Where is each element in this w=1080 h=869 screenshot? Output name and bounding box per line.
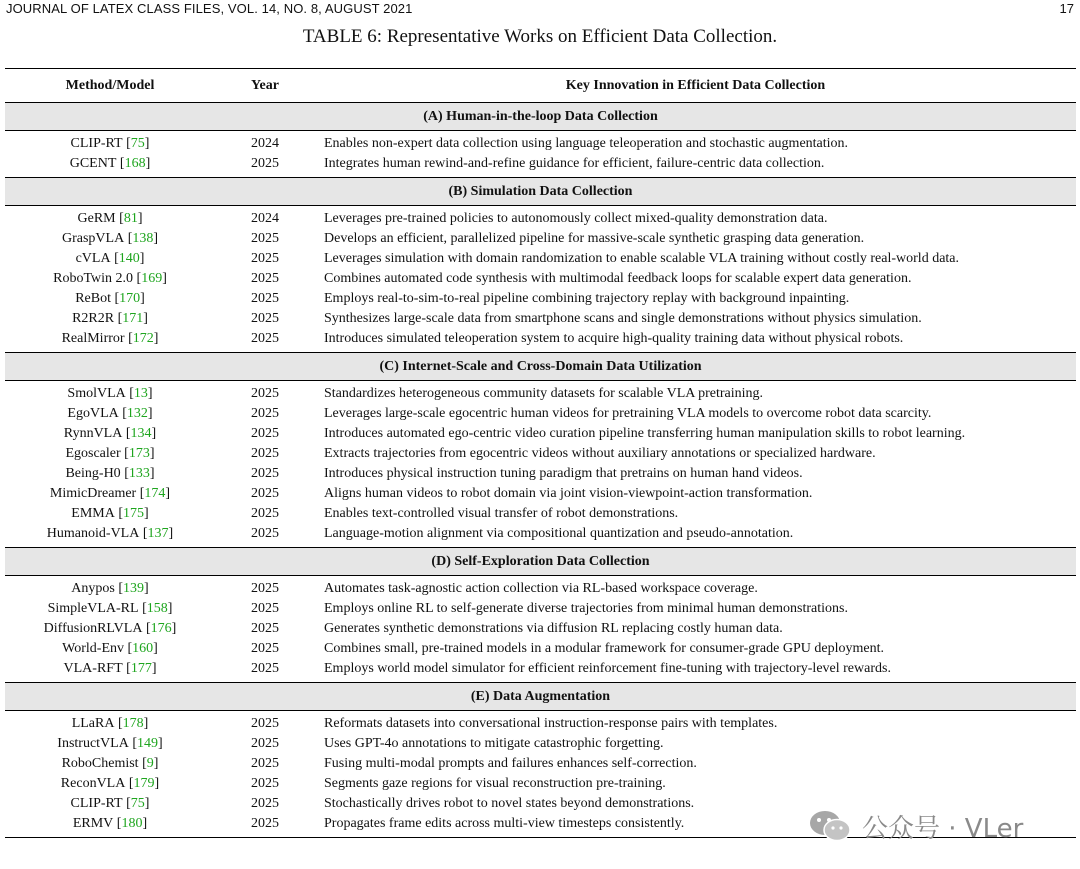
citation-link[interactable]: 158 [146, 601, 168, 616]
citation-link[interactable]: 149 [137, 736, 159, 751]
innovation-cell: Propagates frame edits across multi-view timesteps consistently. [324, 816, 685, 831]
method-name: ReBot [75, 291, 111, 306]
citation-link[interactable]: 177 [130, 661, 152, 676]
section-header-row [5, 178, 1076, 206]
method-name: ReconVLA [60, 776, 126, 791]
method-cell: cVLA [140] [75, 251, 145, 266]
innovation-cell: Generates synthetic demonstrations via diffusion RL replacing costly human data. [324, 621, 783, 636]
citation-link[interactable]: 138 [132, 231, 154, 246]
innovation-cell: Automates task-agnostic action collection via RL-based workspace coverage. [324, 581, 758, 596]
method-cell: EgoVLA [132] [67, 406, 153, 421]
method-cell: ReBot [170] [75, 291, 145, 306]
table-row [5, 289, 1076, 309]
method-cell: EMMA [175] [71, 506, 149, 521]
method-cell: MimicDreamer [174] [49, 486, 171, 501]
method-cell: RynnVLA [134] [63, 426, 157, 441]
section-header-row [5, 548, 1076, 576]
innovation-cell: Standardizes heterogeneous community datasets for scalable VLA pretraining. [324, 386, 764, 401]
section-header-row [5, 353, 1076, 381]
innovation-cell: Introduces simulated teleoperation system to acquire high-quality training data without physical robots. [324, 331, 904, 346]
method-name: CLIP-RT [70, 796, 123, 811]
method-cell: DiffusionRLVLA [176] [43, 621, 177, 636]
table-body [5, 103, 1076, 838]
table-row [5, 619, 1076, 639]
citation-link[interactable]: 176 [150, 621, 172, 636]
method-name: DiffusionRLVLA [43, 621, 143, 636]
citation-link[interactable]: 169 [141, 271, 163, 286]
innovation-cell: Synthesizes large-scale data from smartphone scans and single demonstrations without physics simulation. [324, 311, 922, 326]
year-cell: 2024 [251, 211, 279, 226]
innovation-cell: Uses GPT-4o annotations to mitigate catastrophic forgetting. [324, 736, 664, 751]
method-cell: Anypos [139] [71, 581, 149, 596]
year-cell: 2025 [251, 621, 279, 636]
citation-link[interactable]: 168 [124, 156, 146, 171]
year-cell: 2025 [251, 406, 279, 421]
method-cell: InstructVLA [149] [57, 736, 163, 751]
citation-link[interactable]: 133 [128, 466, 150, 481]
citation-link[interactable]: 170 [119, 291, 141, 306]
innovation-cell: Introduces physical instruction tuning paradigm that pretrains on human hand videos. [324, 466, 803, 481]
year-cell: 2025 [251, 816, 279, 831]
year-cell: 2025 [251, 446, 279, 461]
innovation-cell: Stochastically drives robot to novel states beyond demonstrations. [324, 796, 695, 811]
method-name: EMMA [71, 506, 115, 521]
method-cell: GeRM [81] [77, 211, 143, 226]
citation-link[interactable]: 75 [130, 136, 145, 151]
method-name: GraspVLA [61, 231, 125, 246]
method-cell: GCENT [168] [69, 156, 151, 171]
citation-link[interactable]: 134 [130, 426, 152, 441]
innovation-cell: Segments gaze regions for visual reconstruction pre-training. [324, 776, 666, 791]
method-name: RynnVLA [63, 426, 123, 441]
year-cell: 2025 [251, 776, 279, 791]
page-number: 17 [1059, 1, 1074, 16]
citation-link[interactable]: 13 [133, 386, 148, 401]
method-name: VLA-RFT [63, 661, 123, 676]
method-cell: Humanoid-VLA [137] [46, 526, 174, 541]
method-name: GeRM [77, 211, 116, 226]
innovation-cell: Reformats datasets into conversational instruction-response pairs with templates. [324, 716, 778, 731]
method-name: RealMirror [61, 331, 125, 346]
table-row [5, 309, 1076, 329]
citation-link[interactable]: 160 [132, 641, 154, 656]
section-title: (B) Simulation Data Collection [5, 178, 1076, 206]
year-cell: 2025 [251, 641, 279, 656]
year-cell: 2025 [251, 601, 279, 616]
method-name: SmolVLA [67, 386, 126, 401]
section-header-row [5, 103, 1076, 131]
method-name: MimicDreamer [49, 486, 137, 501]
method-cell: ReconVLA [179] [60, 776, 160, 791]
table-row [5, 384, 1076, 404]
table-row [5, 404, 1076, 424]
method-name: World-Env [62, 641, 124, 656]
column-header-year: Year [215, 69, 315, 103]
citation-link[interactable]: 171 [122, 311, 144, 326]
method-name: cVLA [75, 251, 111, 266]
method-name: InstructVLA [57, 736, 129, 751]
method-cell: RoboTwin 2.0 [169] [53, 271, 167, 286]
innovation-cell: Employs world model simulator for efficient reinforcement fine-tuning with trajectory-level rewards. [324, 661, 891, 676]
year-cell: 2025 [251, 311, 279, 326]
method-name: ERMV [72, 816, 114, 831]
year-cell: 2025 [251, 291, 279, 306]
citation-link[interactable]: 173 [128, 446, 150, 461]
year-cell: 2025 [251, 251, 279, 266]
watermark [808, 808, 1058, 844]
section-title: (A) Human-in-the-loop Data Collection [5, 103, 1076, 131]
innovation-cell: Enables non-expert data collection using language teleoperation and stochastic augmentation. [324, 136, 849, 151]
method-cell: CLIP-RT [75] [70, 796, 150, 811]
innovation-cell: Language-motion alignment via compositional quantization and pseudo-annotation. [324, 526, 794, 541]
section-title: (D) Self-Exploration Data Collection [5, 548, 1076, 576]
innovation-cell: Fusing multi-modal prompts and failures enhances self-correction. [324, 756, 697, 771]
wechat-icon [808, 809, 852, 843]
table-row [5, 424, 1076, 444]
method-cell: World-Env [160] [62, 641, 158, 656]
innovation-cell: Introduces automated ego-centric video curation pipeline transferring human manipulation skills to robot learning. [324, 426, 966, 441]
year-cell: 2025 [251, 271, 279, 286]
citation-link[interactable]: 172 [132, 331, 154, 346]
table-row [5, 754, 1076, 774]
method-cell: ERMV [180] [72, 816, 148, 831]
table-row [5, 579, 1076, 599]
year-cell: 2025 [251, 796, 279, 811]
method-cell: CLIP-RT [75] [70, 136, 150, 151]
citation-link[interactable]: 139 [123, 581, 145, 596]
innovation-cell: Employs real-to-sim-to-real pipeline combining trajectory replay with background inpainting. [324, 291, 850, 306]
year-cell: 2025 [251, 426, 279, 441]
innovation-cell: Combines small, pre-trained models in a modular framework for consumer-grade GPU deployment. [324, 641, 884, 656]
year-cell: 2025 [251, 736, 279, 751]
section-title: (C) Internet-Scale and Cross-Domain Data Utilization [5, 353, 1076, 381]
method-name: RoboTwin 2.0 [53, 271, 134, 286]
innovation-cell: Develops an efficient, parallelized pipeline for massive-scale synthetic grasping data generation. [324, 231, 865, 246]
innovation-cell: Extracts trajectories from egocentric videos without auxiliary annotations or specialized hardware. [324, 446, 876, 461]
citation-link[interactable]: 178 [122, 716, 144, 731]
year-cell: 2025 [251, 506, 279, 521]
table-row [5, 464, 1076, 484]
table-row [5, 504, 1076, 524]
page-header [6, 1, 1074, 19]
method-name: CLIP-RT [70, 136, 123, 151]
method-name: Humanoid-VLA [46, 526, 140, 541]
table-container [5, 68, 1076, 838]
method-cell: Being-H0 [133] [65, 466, 155, 481]
data-collection-table [5, 68, 1076, 838]
method-cell: SmolVLA [13] [67, 386, 153, 401]
table-row [5, 269, 1076, 289]
method-cell: Egoscaler [173] [65, 446, 155, 461]
table-row [5, 734, 1076, 754]
table-row [5, 209, 1076, 229]
innovation-cell: Employs online RL to self-generate diverse trajectories from minimal human demonstrations. [324, 601, 848, 616]
innovation-cell: Combines automated code synthesis with multimodal feedback loops for scalable expert data generation. [324, 271, 912, 286]
table-row [5, 714, 1076, 734]
citation-link[interactable]: 179 [133, 776, 155, 791]
year-cell: 2025 [251, 716, 279, 731]
citation-link[interactable]: 140 [118, 251, 140, 266]
table-row [5, 134, 1076, 154]
table-row [5, 659, 1076, 679]
year-cell: 2025 [251, 386, 279, 401]
year-cell: 2025 [251, 486, 279, 501]
method-name: Anypos [71, 581, 115, 596]
citation-link[interactable]: 174 [144, 486, 166, 501]
method-name: EgoVLA [67, 406, 119, 421]
citation-link[interactable]: 132 [126, 406, 148, 421]
table-row [5, 329, 1076, 349]
method-cell: VLA-RFT [177] [63, 661, 157, 676]
method-name: GCENT [69, 156, 117, 171]
method-cell: R2R2R [171] [72, 311, 148, 326]
year-cell: 2025 [251, 231, 279, 246]
innovation-cell: Leverages pre-trained policies to autonomously collect mixed-quality demonstration data. [324, 211, 828, 226]
journal-title: JOURNAL OF LATEX CLASS FILES, VOL. 14, NO. 8, AUGUST 2021 [6, 1, 413, 16]
innovation-cell: Enables text-controlled visual transfer of robot demonstrations. [324, 506, 679, 521]
citation-link[interactable]: 175 [123, 506, 145, 521]
citation-link[interactable]: 81 [123, 211, 138, 226]
method-name: LLaRA [71, 716, 115, 731]
section-title: (E) Data Augmentation [5, 683, 1076, 711]
year-cell: 2025 [251, 756, 279, 771]
section-header-row [5, 683, 1076, 711]
table-row [5, 229, 1076, 249]
citation-link[interactable]: 9 [146, 756, 154, 771]
table-row [5, 639, 1076, 659]
method-cell: GraspVLA [138] [61, 231, 159, 246]
watermark-text: 公众号 · VLer [862, 813, 1024, 844]
method-name: SimpleVLA-RL [47, 601, 139, 616]
table-caption: TABLE 6: Representative Works on Efficient Data Collection. [302, 26, 778, 47]
year-cell: 2025 [251, 331, 279, 346]
innovation-cell: Leverages large-scale egocentric human videos for pretraining VLA models to overcome robot data scarcity. [324, 406, 932, 421]
innovation-cell: Leverages simulation with domain randomization to enable scalable VLA training without costly real-world data. [324, 251, 960, 266]
column-header-method: Method/Model [5, 69, 215, 103]
table-row [5, 484, 1076, 504]
method-cell: LLaRA [178] [71, 716, 149, 731]
innovation-cell: Aligns human videos to robot domain via joint vision-viewpoint-action transformation. [324, 486, 813, 501]
table-row [5, 599, 1076, 619]
method-name: R2R2R [72, 311, 115, 326]
table-row [5, 154, 1076, 174]
year-cell: 2024 [251, 136, 279, 151]
method-name: Egoscaler [65, 446, 121, 461]
table-row [5, 774, 1076, 794]
year-cell: 2025 [251, 661, 279, 676]
table-row [5, 524, 1076, 544]
table-row [5, 249, 1076, 269]
column-header-innovation: Key Innovation in Efficient Data Collection [315, 69, 1076, 103]
method-cell: SimpleVLA-RL [158] [47, 601, 173, 616]
citation-link[interactable]: 137 [147, 526, 169, 541]
citation-link[interactable]: 75 [130, 796, 145, 811]
table-row [5, 444, 1076, 464]
year-cell: 2025 [251, 526, 279, 541]
method-cell: RealMirror [172] [61, 331, 159, 346]
year-cell: 2025 [251, 466, 279, 481]
year-cell: 2025 [251, 156, 279, 171]
citation-link[interactable]: 180 [121, 816, 143, 831]
method-cell: RoboChemist [9] [61, 756, 159, 771]
method-name: RoboChemist [61, 756, 139, 771]
method-name: Being-H0 [65, 466, 121, 481]
table-header [5, 69, 1076, 103]
innovation-cell: Integrates human rewind-and-refine guidance for efficient, failure-centric data collection. [324, 156, 825, 171]
year-cell: 2025 [251, 581, 279, 596]
